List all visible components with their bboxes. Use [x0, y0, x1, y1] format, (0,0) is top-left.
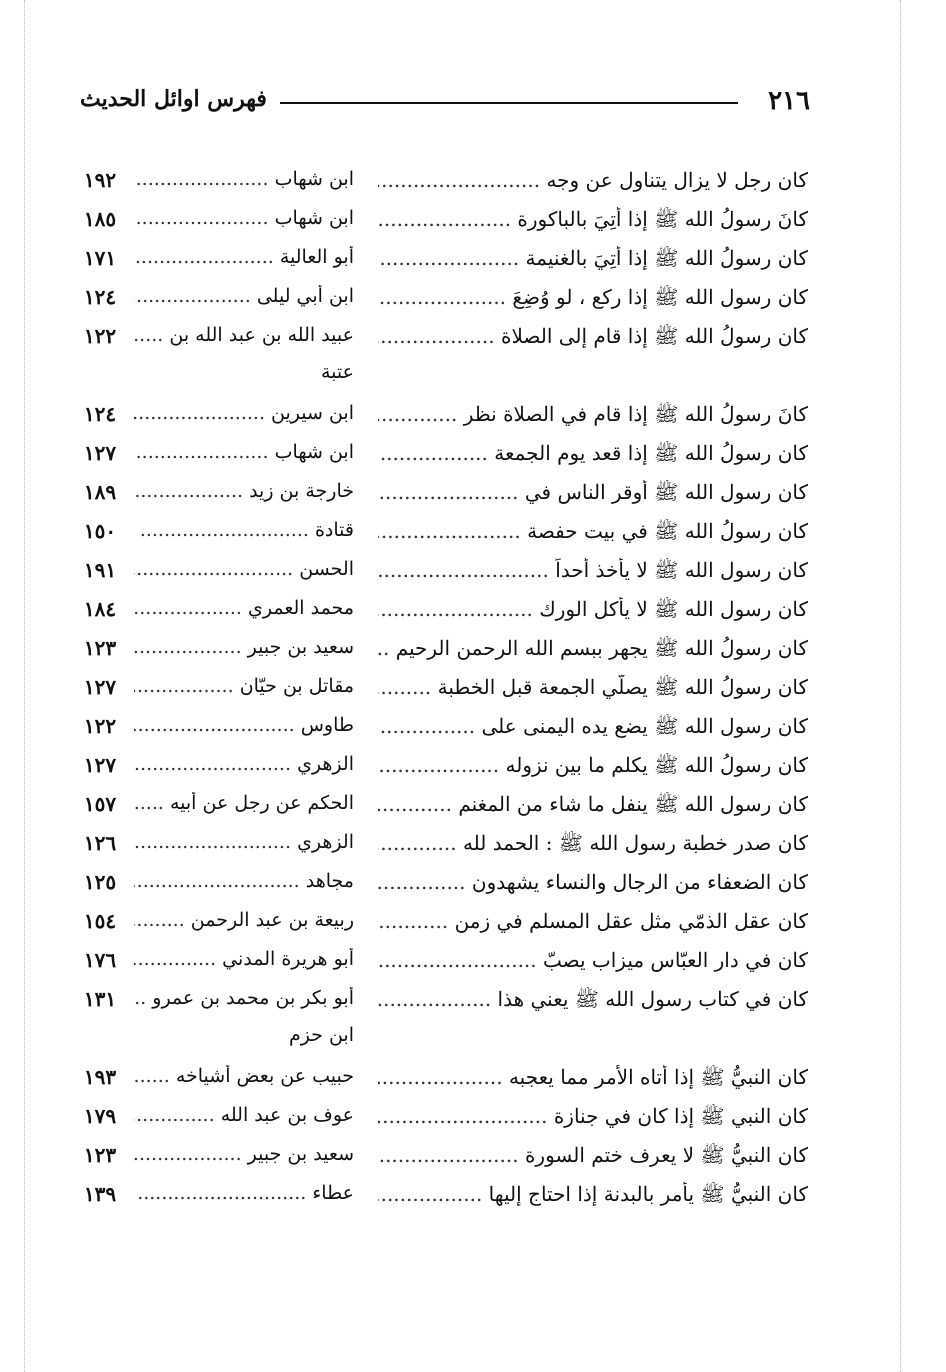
- narrator: سعيد بن جبير .....: [134, 1143, 354, 1165]
- page-header: [80, 86, 810, 118]
- hadith-opening: كان رسول الله ﷺ أوقر الناس في .....: [378, 480, 808, 509]
- narrator: الحسن .....: [134, 558, 354, 580]
- narrator: مجاهد .....: [134, 870, 354, 892]
- page-reference: ١٢٧: [83, 441, 117, 465]
- index-entry: [0, 749, 946, 788]
- narrator-continuation: ابن حزم: [288, 1024, 354, 1046]
- index-entry: [0, 476, 946, 515]
- hadith-opening: كان في كتاب رسول الله ﷺ يعني هذا .....: [378, 987, 808, 1016]
- narrator: ابن سيرين .....: [134, 402, 354, 424]
- entry-continuation: [0, 1022, 946, 1061]
- index-entry: [0, 788, 946, 827]
- index-entry: [0, 671, 946, 710]
- index-entry: [0, 944, 946, 983]
- page-reference: ١٧٩: [83, 1104, 117, 1128]
- page-reference: ١٩٣: [83, 1065, 117, 1089]
- page-reference: ١٢٦: [83, 831, 117, 855]
- page-reference: ١٢٢: [83, 324, 117, 348]
- hadith-opening: كان الضعفاء من الرجال والنساء يشهدون .....: [378, 870, 808, 894]
- hadith-opening: كان رسول الله ﷺ ينفل ما شاء من المغنم .....: [378, 792, 808, 821]
- page-reference: ١٢٤: [83, 285, 117, 309]
- hadith-opening: كان النبيُّ ﷺ لا يعرف ختم السورة .....: [378, 1143, 808, 1172]
- hadith-opening: كانَ رسولُ الله ﷺ إذا قام في الصلاة نظر .....: [378, 402, 808, 431]
- page-reference: ١٢٢: [83, 714, 117, 738]
- hadith-opening: كان في دار العبّاس ميزاب يصبّ .....: [378, 948, 808, 972]
- page-reference: ١٢٣: [83, 1143, 117, 1167]
- running-title: فهرس اوائل الحديث: [80, 86, 267, 112]
- hadith-opening: كان رسولُ الله ﷺ يجهر ببسم الله الرحمن الرحيم .....: [378, 636, 808, 665]
- index-entry: [0, 905, 946, 944]
- hadith-opening: كان صدر خطبة رسول الله ﷺ : الحمد لله .....: [378, 831, 808, 860]
- narrator: عوف بن عبد الله .....: [134, 1104, 354, 1126]
- narrator: عطاء .....: [134, 1182, 354, 1204]
- page-reference: ١٧١: [83, 246, 117, 270]
- page-reference: ١٢٧: [83, 675, 117, 699]
- hadith-opening: كانَ رسولُ الله ﷺ إذا أُتِيَ بالباكورة .....: [378, 207, 808, 236]
- hadith-opening: كان رسولُ الله ﷺ إذا قام إلى الصلاة .....: [378, 324, 808, 353]
- narrator: ابن شهاب .....: [134, 168, 354, 190]
- narrator: مقاتل بن حيّان .....: [134, 675, 354, 697]
- page-reference: ١٢٣: [83, 636, 117, 660]
- hadith-opening: كان رسولُ الله ﷺ إذا قعد يوم الجمعة .....: [378, 441, 808, 470]
- hadith-opening: كان رسولُ الله ﷺ يصلّي الجمعة قبل الخطبة .....: [378, 675, 808, 704]
- page-reference: ١٣٩: [83, 1182, 117, 1206]
- entry-continuation: [0, 359, 946, 398]
- header-rule: [280, 102, 738, 104]
- index-entry: [0, 1061, 946, 1100]
- narrator: ابن أبي ليلى .....: [134, 285, 354, 307]
- page-reference: ١٣١: [83, 987, 117, 1011]
- page-reference: ١٢٥: [83, 870, 117, 894]
- narrator: محمد العمري .....: [134, 597, 354, 619]
- page-reference: ١٥٠: [83, 519, 117, 543]
- index-entry: [0, 398, 946, 437]
- index-entry: [0, 437, 946, 476]
- hadith-opening: كان رسول الله ﷺ يضع يده اليمنى على .....: [378, 714, 808, 743]
- narrator: ربيعة بن عبد الرحمن .....: [134, 909, 354, 931]
- hadith-opening: كان رسول الله ﷺ لا يأخذ أحداً .....: [378, 558, 808, 587]
- narrator: الحكم عن رجل عن أبيه .....: [134, 792, 354, 814]
- narrator: الزهري .....: [134, 831, 354, 853]
- index-entry: [0, 1100, 946, 1139]
- page-reference: ١٢٤: [83, 402, 117, 426]
- index-entry: [0, 593, 946, 632]
- page-reference: ١٩١: [83, 558, 117, 582]
- index-entry: [0, 242, 946, 281]
- index-entry: [0, 554, 946, 593]
- narrator: خارجة بن زيد .....: [134, 480, 354, 502]
- narrator: حبيب عن بعض أشياخه .....: [134, 1065, 354, 1087]
- index-entry: [0, 632, 946, 671]
- narrator: ابن شهاب .....: [134, 207, 354, 229]
- page-reference: ١٥٧: [83, 792, 117, 816]
- index-entry: [0, 866, 946, 905]
- index-entry: [0, 827, 946, 866]
- narrator: سعيد بن جبير .....: [134, 636, 354, 658]
- index-entry: [0, 164, 946, 203]
- page-reference: ١٨٤: [83, 597, 117, 621]
- page-reference: ١٩٢: [83, 168, 117, 192]
- hadith-opening: كان رسول الله ﷺ إذا ركع ، لو وُضِعَ .....: [378, 285, 808, 314]
- hadith-opening: كان رسولُ الله ﷺ إذا أُتِيَ بالغنيمة .....: [378, 246, 808, 275]
- index-entry: [0, 1178, 946, 1217]
- index-entry: [0, 515, 946, 554]
- page-reference: ١٥٤: [83, 909, 117, 933]
- index-entry: [0, 1139, 946, 1178]
- hadith-opening: كان رسول الله ﷺ لا يأكل الورك .....: [378, 597, 808, 626]
- index-entry: [0, 320, 946, 359]
- narrator: قتادة .....: [134, 519, 354, 541]
- narrator: ابن شهاب .....: [134, 441, 354, 463]
- hadith-opening: كان النبيُّ ﷺ إذا أتاه الأمر مما يعجبه .....: [378, 1065, 808, 1094]
- hadith-opening: كان رجل لا يزال يتناول عن وجه .....: [378, 168, 808, 192]
- narrator: عبيد الله بن عبد الله بن .....: [134, 324, 354, 346]
- narrator: أبو العالية .....: [134, 246, 354, 268]
- index-entry: [0, 710, 946, 749]
- page-reference: ١٧٦: [83, 948, 117, 972]
- narrator: أبو هريرة المدني .....: [134, 948, 354, 970]
- index-list: [0, 164, 946, 1217]
- narrator: أبو بكر بن محمد بن عمرو .....: [134, 987, 354, 1009]
- narrator: الزهري .....: [134, 753, 354, 775]
- page-reference: ١٨٥: [83, 207, 117, 231]
- hadith-opening: كان النبيُّ ﷺ يأمر بالبدنة إذا احتاج إليها .....: [378, 1182, 808, 1211]
- hadith-opening: كان رسولُ الله ﷺ في بيت حفصة .....: [378, 519, 808, 548]
- page-reference: ١٨٩: [83, 480, 117, 504]
- index-entry: [0, 203, 946, 242]
- narrator-continuation: عتبة: [321, 361, 354, 383]
- hadith-opening: كان رسولُ الله ﷺ يكلم ما بين نزوله .....: [378, 753, 808, 782]
- page-number: ٢١٦: [768, 86, 810, 116]
- hadith-opening: كان عقل الذمّي مثل عقل المسلم في زمن .....: [378, 909, 808, 933]
- index-entry: [0, 983, 946, 1022]
- narrator: طاوس .....: [134, 714, 354, 736]
- page-reference: ١٢٧: [83, 753, 117, 777]
- hadith-opening: كان النبي ﷺ إذا كان في جنازة .....: [378, 1104, 808, 1133]
- index-entry: [0, 281, 946, 320]
